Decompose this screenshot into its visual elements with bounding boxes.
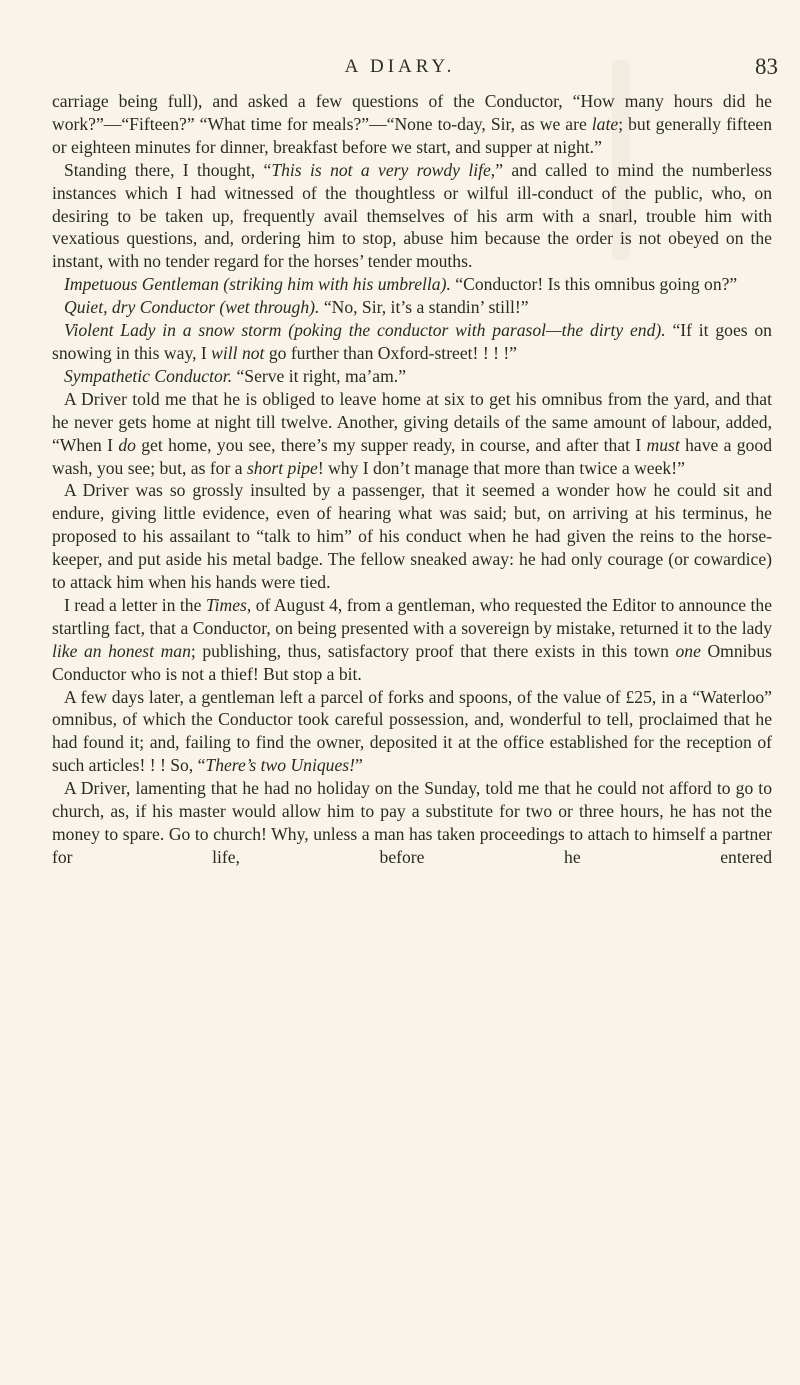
italic-text: Impetuous Gentleman (striking him with his umbrella). [64, 274, 451, 295]
italic-text: Sympathetic Conductor. [64, 365, 233, 386]
italic-text: one [675, 640, 701, 661]
text-run: go further than Oxford-street! ! ! !” [264, 342, 517, 363]
text-run: ; publishing, thus, satisfactory proof that there exists in this town [190, 640, 676, 661]
paragraph [52, 159, 772, 274]
body-text [52, 90, 772, 869]
text-run: , of August 4, from a gentleman, who requested the Editor to announce the startling fact, that a Conductor, on being presented with a sovereign by mistake, returned it to the lady [52, 594, 773, 638]
text-run: A Driver told me that he is obliged to leave home at six to get his omnibus from the yard, and that he never gets home at night till twelve. Another, giving details of the same amount of labour, added, “When I [52, 388, 772, 455]
paragraph [52, 365, 772, 388]
paragraph [52, 686, 772, 778]
paragraph [52, 90, 772, 159]
text-run: Standing there, I thought, “ [64, 159, 272, 180]
text-run: have a good wash, you see; but, as for a [52, 434, 772, 478]
text-run: A few days later, a gentleman left a parcel of forks and spoons, of the value of £25, in a “Waterloo” omnibus, of which the Conductor took careful possession, and, wonderful to tell, proclaimed that he had found it; and, failing to find the owner, deposited it at the office established for the reception of such articles! ! ! So, “ [52, 686, 772, 776]
text-run: ” [354, 755, 363, 776]
text-run: Omnibus Conductor who is not a thief! But stop a bit. [52, 640, 772, 684]
italic-text: There’s two Uniques! [205, 755, 355, 776]
paragraph [52, 388, 772, 480]
text-run: “If it goes on snowing in this way, I [52, 320, 772, 363]
italic-text: must [646, 434, 680, 455]
page-number: 83 [755, 54, 778, 79]
paragraph [52, 777, 772, 869]
text-run: A Driver, lamenting that he had no holiday on the Sunday, told me that he could not afford to go to church, as, if his master would allow him to pay a substitute for two or three hours, he has not the money to spare. Go to church! Why, unless a man has taken proceedings to attach to himself a partner for life, before he entered [52, 778, 772, 867]
italic-text: Violent Lady in a snow storm (poking the conductor with parasol—the dirty end). [64, 320, 666, 341]
paragraph [52, 319, 772, 365]
italic-text: Quiet, dry Conductor (wet through). [64, 297, 320, 318]
text-run: “No, Sir, it’s a standin’ still!” [319, 297, 529, 318]
text-run: A Driver was so grossly insulted by a passenger, that it seemed a wonder how he could sit and endure, giving little evidence, even of hearing what was said; but, on arriving at his terminus, he proposed to his assailant to “talk to him” of his conduct when he had given the reins to the horse-keeper, and put aside his metal badge. The fellow sneaked away: he had only courage (or cowardice) to attack him when his hands were tied. [52, 480, 772, 593]
paragraph [52, 594, 772, 686]
italic-text: This is not a very rowdy life, [271, 159, 496, 180]
text-run: I read a letter in the [64, 594, 206, 615]
text-run: ” and called to mind the numberless instances which I had witnessed of the thoughtless or wilful ill-conduct of the public, who, on desiring to be taken up, frequently avail themselves of his arm with a snarl, trouble him with vexatious questions, and, ordering him to stop, abuse him because the order is not obeyed on the instant, with no tender regard for the horses’ tender mouths. [52, 159, 772, 272]
paragraph [52, 273, 772, 296]
text-run: carriage being full), and asked a few questions of the Conductor, “How many hours did he work?”—“Fifteen?” “What time for meals?”—“None to-day, Sir, as we are [52, 91, 772, 134]
running-title: A DIARY. [344, 56, 456, 77]
italic-text: Times [205, 594, 247, 615]
italic-text: late [591, 113, 619, 134]
paragraph [52, 479, 772, 594]
text-run: ; but generally fifteen or eighteen minutes for dinner, breakfast before we start, and supper at night.” [52, 113, 772, 157]
paragraph [52, 296, 772, 319]
italic-text: do [118, 434, 136, 455]
text-run: “Conductor! Is this omnibus going on?” [450, 274, 738, 295]
text-run: “Serve it right, ma’am.” [232, 365, 407, 386]
running-header [0, 42, 800, 82]
italic-text: like an honest man [52, 640, 191, 661]
text-run: get home, you see, there’s my supper ready, in course, and after that I [135, 434, 647, 455]
italic-text: short pipe [246, 457, 318, 478]
text-run: ! why I don’t manage that more than twice a week!” [317, 457, 685, 478]
italic-text: will not [211, 342, 265, 363]
